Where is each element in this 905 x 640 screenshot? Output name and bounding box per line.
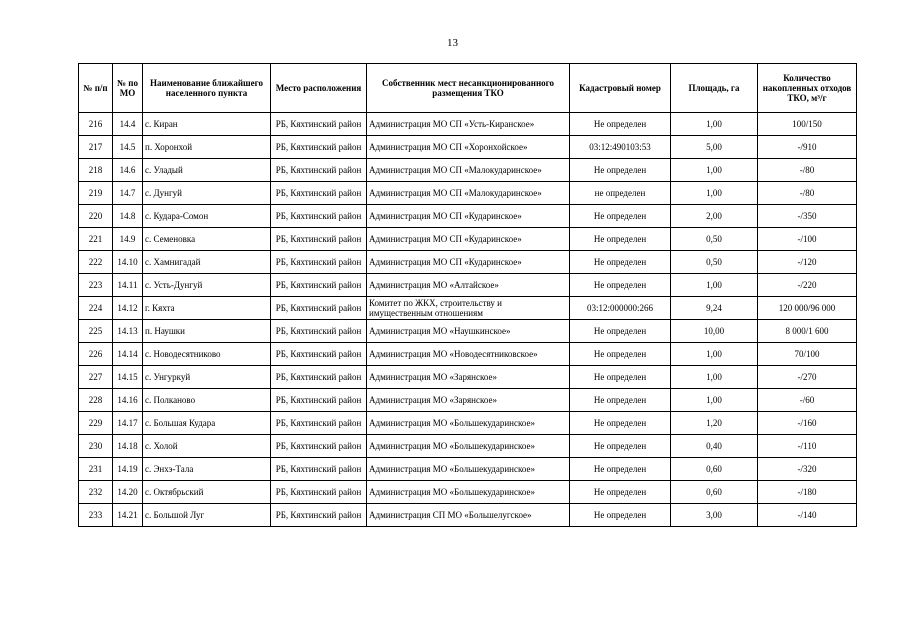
cell-settlement: с. Киран [143,113,271,136]
header-area: Площадь, га [671,64,758,113]
cell-waste-quantity: -/910 [758,136,857,159]
cell-row-number: 225 [79,320,113,343]
cell-row-number: 220 [79,205,113,228]
cell-mo-number: 14.20 [113,481,143,504]
cell-mo-number: 14.21 [113,504,143,527]
cell-row-number: 221 [79,228,113,251]
cell-cadastral-number: Не определен [570,435,671,458]
cell-owner: Администрация МО «Зарянское» [367,389,570,412]
cell-location: РБ, Кяхтинский район [271,320,367,343]
cell-waste-quantity: -/60 [758,389,857,412]
cell-settlement: с. Хамнигадай [143,251,271,274]
cell-location: РБ, Кяхтинский район [271,297,367,320]
cell-waste-quantity: 8 000/1 600 [758,320,857,343]
cell-area: 10,00 [671,320,758,343]
table-row [79,297,857,320]
table-row [79,159,857,182]
cell-settlement: с. Полканово [143,389,271,412]
cell-owner: Администрация МО «Алтайское» [367,274,570,297]
cell-row-number: 226 [79,343,113,366]
cell-location: РБ, Кяхтинский район [271,412,367,435]
table-row [79,182,857,205]
cell-settlement: с. Унгуркуй [143,366,271,389]
cell-owner: Комитет по ЖКХ, строительству и имущественным отношениям [367,297,570,320]
cell-owner: Администрация МО «Большекударинское» [367,412,570,435]
cell-row-number: 219 [79,182,113,205]
cell-location: РБ, Кяхтинский район [271,136,367,159]
cell-cadastral-number: Не определен [570,228,671,251]
cell-mo-number: 14.9 [113,228,143,251]
table-row [79,205,857,228]
cell-row-number: 224 [79,297,113,320]
cell-cadastral-number: Не определен [570,458,671,481]
cell-cadastral-number: 03:12:490103:53 [570,136,671,159]
cell-cadastral-number: Не определен [570,366,671,389]
cell-area: 0,40 [671,435,758,458]
cell-cadastral-number: Не определен [570,504,671,527]
cell-owner: Администрация МО «Большекударинское» [367,435,570,458]
cell-cadastral-number: Не определен [570,343,671,366]
cell-mo-number: 14.18 [113,435,143,458]
cell-area: 1,00 [671,343,758,366]
cell-cadastral-number: Не определен [570,412,671,435]
cell-cadastral-number: Не определен [570,320,671,343]
table-row [79,412,857,435]
table-row [79,136,857,159]
cell-waste-quantity: 70/100 [758,343,857,366]
cell-row-number: 231 [79,458,113,481]
cell-owner: Администрация МО «Большекударинское» [367,458,570,481]
table-row [79,435,857,458]
cell-waste-quantity: -/80 [758,159,857,182]
cell-settlement: п. Наушки [143,320,271,343]
cell-mo-number: 14.4 [113,113,143,136]
cell-settlement: г. Кяхта [143,297,271,320]
cell-row-number: 228 [79,389,113,412]
cell-waste-quantity: 100/150 [758,113,857,136]
cell-owner: Администрация МО СП «Хоронхойское» [367,136,570,159]
table-body [79,113,857,527]
cell-owner: Администрация МО СП «Малокударинское» [367,182,570,205]
table-row [79,320,857,343]
cell-waste-quantity: 120 000/96 000 [758,297,857,320]
cell-row-number: 222 [79,251,113,274]
cell-waste-quantity: -/320 [758,458,857,481]
cell-row-number: 232 [79,481,113,504]
cell-mo-number: 14.5 [113,136,143,159]
table-row [79,113,857,136]
cell-area: 5,00 [671,136,758,159]
page-number: 13 [447,37,458,49]
cell-owner: Администрация СП МО «Большелугское» [367,504,570,527]
cell-cadastral-number: Не определен [570,113,671,136]
cell-settlement: с. Усть-Дунгуй [143,274,271,297]
table-row [79,343,857,366]
cell-row-number: 227 [79,366,113,389]
cell-location: РБ, Кяхтинский район [271,343,367,366]
cell-cadastral-number: Не определен [570,389,671,412]
cell-settlement: с. Уладый [143,159,271,182]
cell-waste-quantity: -/80 [758,182,857,205]
cell-mo-number: 14.16 [113,389,143,412]
cell-row-number: 233 [79,504,113,527]
cell-location: РБ, Кяхтинский район [271,481,367,504]
cell-area: 1,00 [671,113,758,136]
cell-location: РБ, Кяхтинский район [271,251,367,274]
header-mo-number: № по МО [113,64,143,113]
cell-waste-quantity: -/220 [758,274,857,297]
table-row [79,228,857,251]
waste-sites-table [78,63,857,527]
header-cadastral-number: Кадастровый номер [570,64,671,113]
cell-settlement: с. Кудара-Сомон [143,205,271,228]
cell-row-number: 216 [79,113,113,136]
cell-row-number: 229 [79,412,113,435]
cell-row-number: 217 [79,136,113,159]
cell-mo-number: 14.17 [113,412,143,435]
cell-settlement: п. Хоронхой [143,136,271,159]
cell-area: 1,00 [671,159,758,182]
cell-location: РБ, Кяхтинский район [271,182,367,205]
cell-location: РБ, Кяхтинский район [271,389,367,412]
cell-waste-quantity: -/110 [758,435,857,458]
cell-location: РБ, Кяхтинский район [271,366,367,389]
cell-waste-quantity: -/140 [758,504,857,527]
cell-owner: Администрация МО СП «Кударинское» [367,251,570,274]
cell-area: 0,60 [671,481,758,504]
cell-settlement: с. Октябрьский [143,481,271,504]
cell-owner: Администрация МО СП «Кударинское» [367,205,570,228]
cell-mo-number: 14.12 [113,297,143,320]
cell-area: 9,24 [671,297,758,320]
cell-mo-number: 14.19 [113,458,143,481]
cell-waste-quantity: -/100 [758,228,857,251]
cell-location: РБ, Кяхтинский район [271,205,367,228]
cell-waste-quantity: -/120 [758,251,857,274]
cell-location: РБ, Кяхтинский район [271,113,367,136]
cell-location: РБ, Кяхтинский район [271,458,367,481]
cell-settlement: с. Холой [143,435,271,458]
cell-owner: Администрация МО «Большекударинское» [367,481,570,504]
table-header-row [79,64,857,113]
cell-row-number: 223 [79,274,113,297]
table-row [79,389,857,412]
cell-location: РБ, Кяхтинский район [271,504,367,527]
cell-cadastral-number: Не определен [570,481,671,504]
cell-cadastral-number: Не определен [570,251,671,274]
cell-location: РБ, Кяхтинский район [271,159,367,182]
cell-mo-number: 14.10 [113,251,143,274]
cell-area: 1,00 [671,366,758,389]
cell-mo-number: 14.11 [113,274,143,297]
cell-area: 2,00 [671,205,758,228]
cell-settlement: с. Новодесятниково [143,343,271,366]
cell-settlement: с. Семеновка [143,228,271,251]
cell-cadastral-number: Не определен [570,274,671,297]
cell-mo-number: 14.13 [113,320,143,343]
cell-owner: Администрация МО СП «Усть-Киранское» [367,113,570,136]
cell-mo-number: 14.15 [113,366,143,389]
cell-row-number: 218 [79,159,113,182]
cell-area: 1,20 [671,412,758,435]
cell-owner: Администрация МО «Наушкинское» [367,320,570,343]
cell-location: РБ, Кяхтинский район [271,228,367,251]
table-row [79,274,857,297]
cell-settlement: с. Энхэ-Тала [143,458,271,481]
cell-mo-number: 14.14 [113,343,143,366]
cell-settlement: с. Большая Кудара [143,412,271,435]
cell-area: 0,50 [671,251,758,274]
cell-settlement: с. Дунгуй [143,182,271,205]
table-row [79,504,857,527]
cell-row-number: 230 [79,435,113,458]
cell-settlement: с. Большой Луг [143,504,271,527]
header-location: Место расположения [271,64,367,113]
cell-waste-quantity: -/160 [758,412,857,435]
header-owner: Собственник мест несанкционированного размещения ТКО [367,64,570,113]
header-row-number: № п/п [79,64,113,113]
cell-cadastral-number: Не определен [570,159,671,182]
cell-owner: Администрация МО СП «Малокударинское» [367,159,570,182]
cell-waste-quantity: -/180 [758,481,857,504]
cell-mo-number: 14.6 [113,159,143,182]
cell-area: 0,60 [671,458,758,481]
header-waste-quantity: Количество накопленных отходов ТКО, м³/г [758,64,857,113]
cell-location: РБ, Кяхтинский район [271,435,367,458]
cell-owner: Администрация МО СП «Кударинское» [367,228,570,251]
cell-owner: Администрация МО «Новодесятниковское» [367,343,570,366]
cell-location: РБ, Кяхтинский район [271,274,367,297]
cell-area: 1,00 [671,274,758,297]
cell-area: 1,00 [671,389,758,412]
table-row [79,458,857,481]
cell-owner: Администрация МО «Зарянское» [367,366,570,389]
cell-cadastral-number: не определен [570,182,671,205]
cell-area: 0,50 [671,228,758,251]
cell-mo-number: 14.8 [113,205,143,228]
cell-waste-quantity: -/350 [758,205,857,228]
cell-area: 3,00 [671,504,758,527]
cell-waste-quantity: -/270 [758,366,857,389]
cell-cadastral-number: 03:12:000000:266 [570,297,671,320]
header-settlement: Наименование ближайшего населенного пункта [143,64,271,113]
cell-cadastral-number: Не определен [570,205,671,228]
cell-mo-number: 14.7 [113,182,143,205]
table-row [79,366,857,389]
cell-area: 1,00 [671,182,758,205]
table-row [79,251,857,274]
table-row [79,481,857,504]
